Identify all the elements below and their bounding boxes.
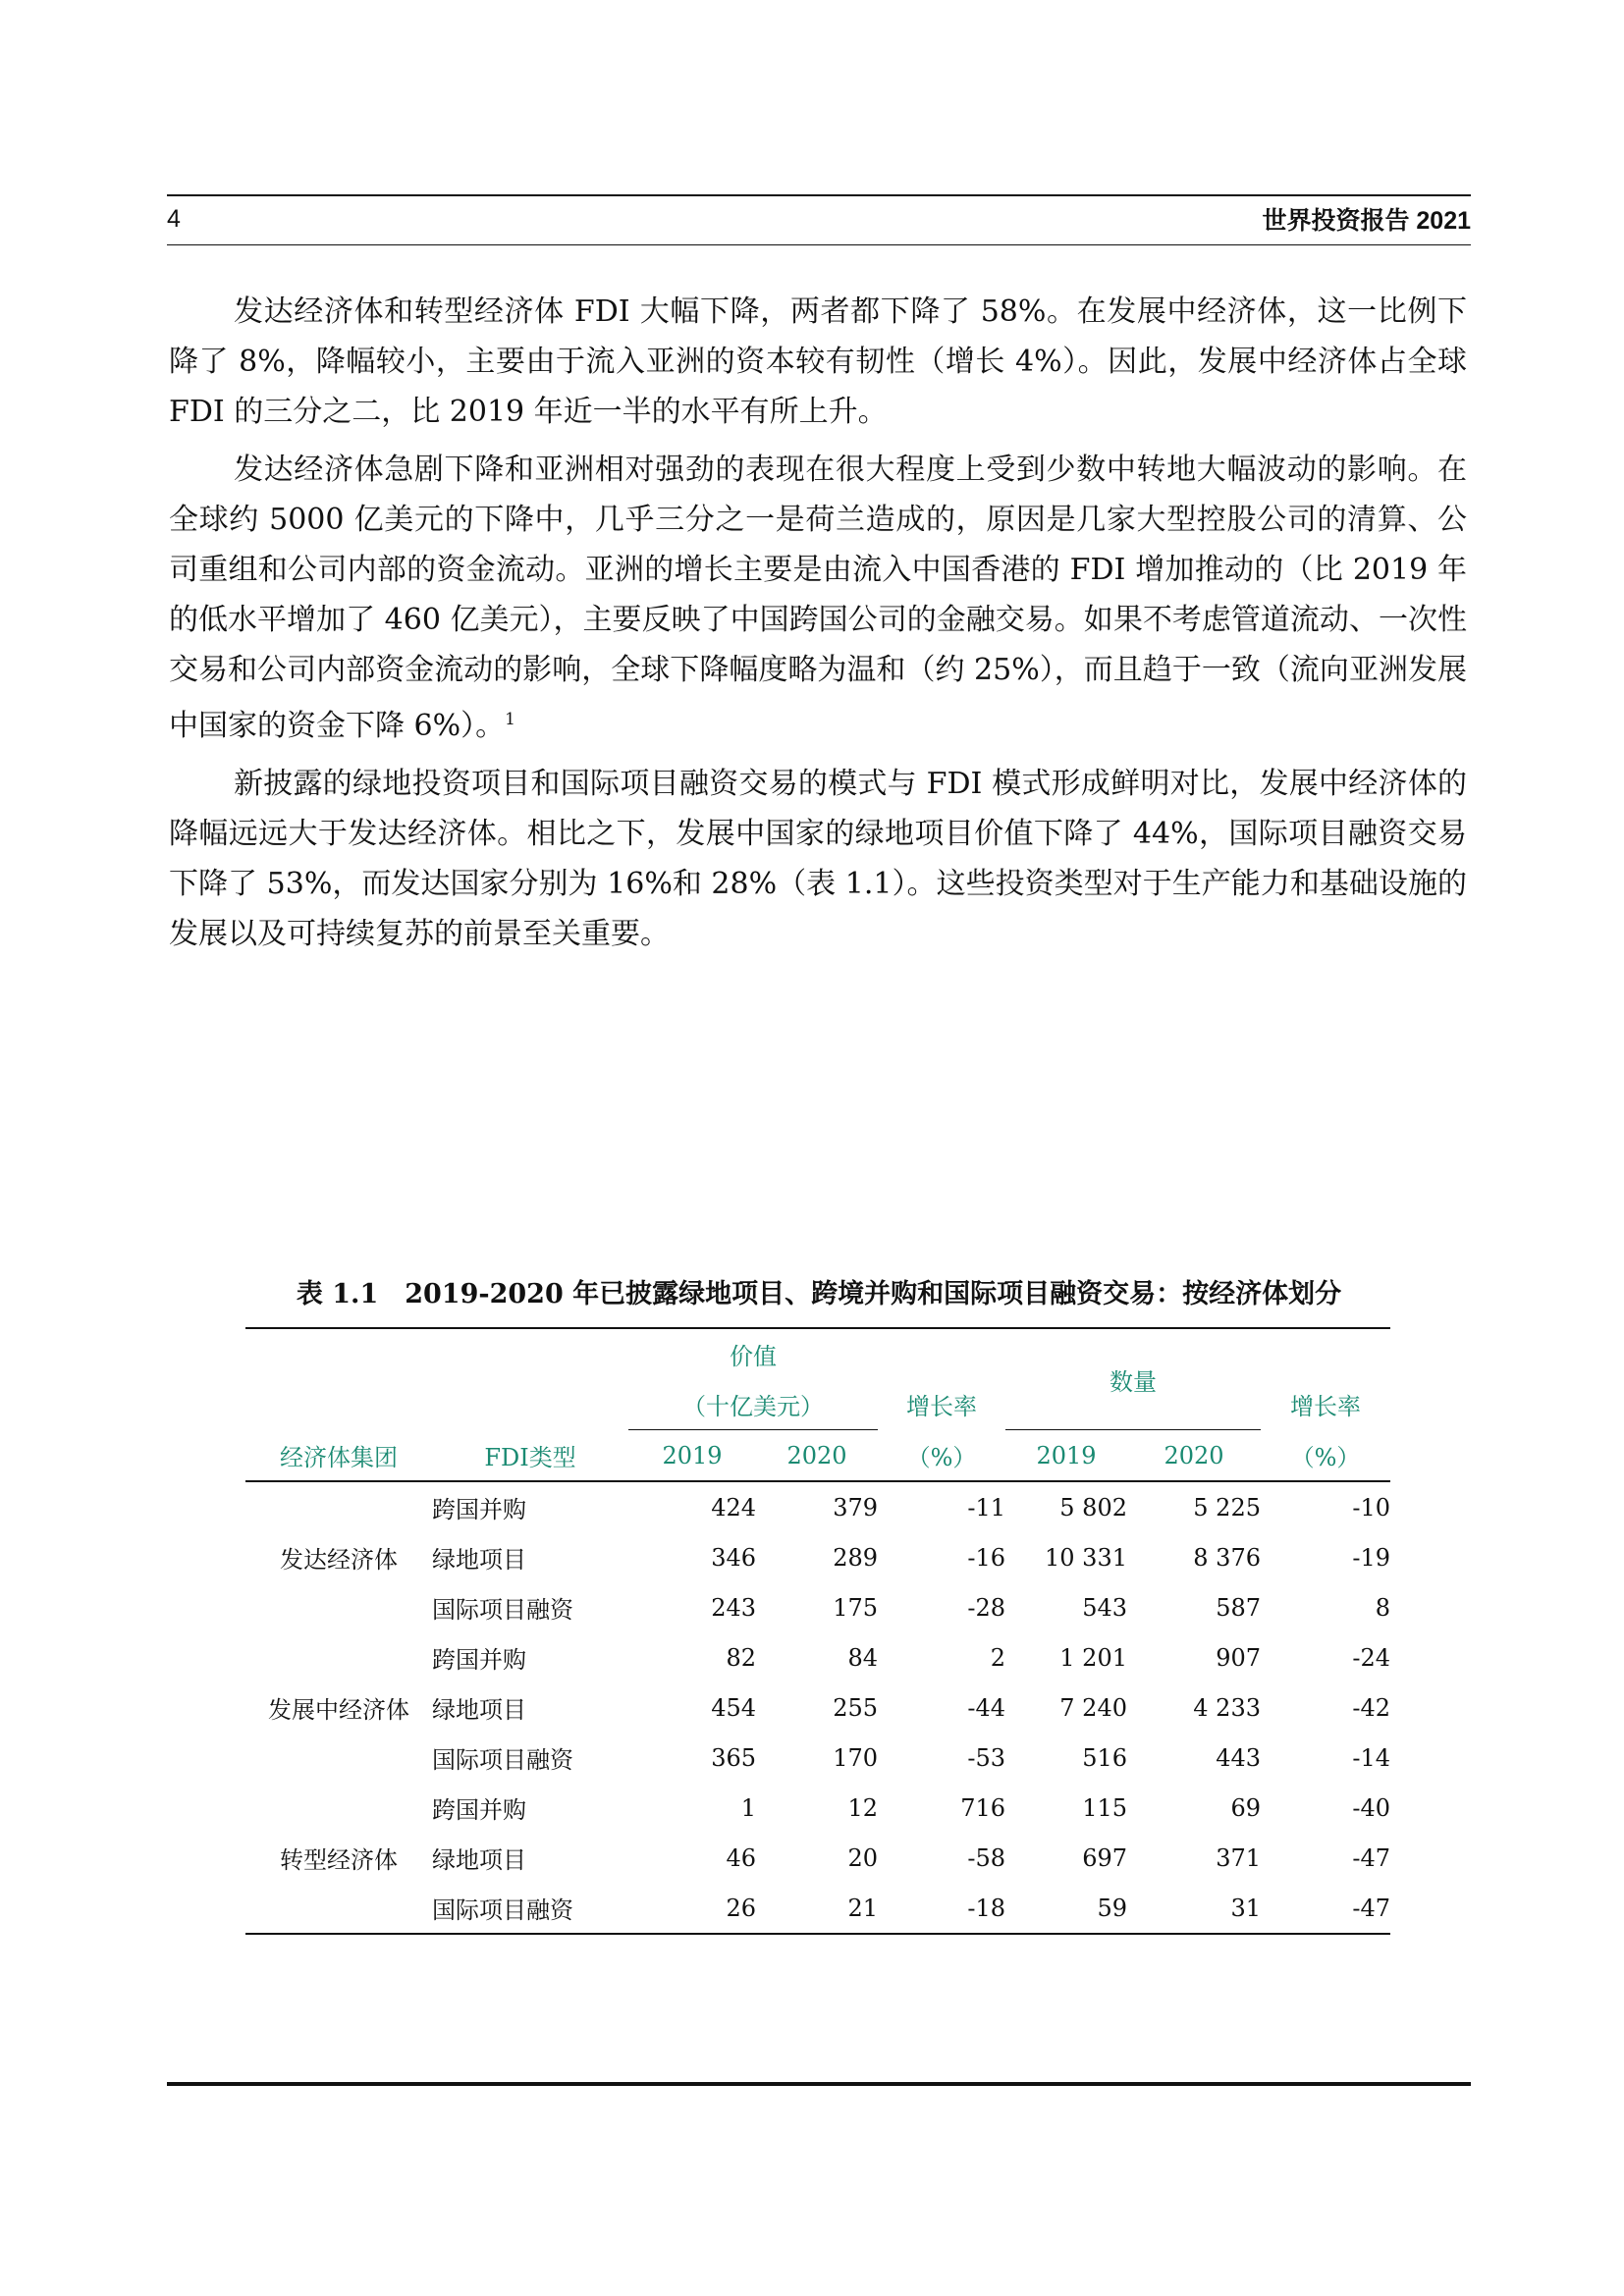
fdi-type-cell: 绿地项目 (432, 1546, 526, 1574)
count-2019-cell: 5 802 (1059, 1493, 1127, 1522)
table-row (245, 1481, 1390, 1532)
value-growth-cell: -44 (967, 1693, 1005, 1722)
table-caption: 表 1.1 2019-2020 年已披露绿地项目、跨境并购和国际项目融资交易：按经济体划分 (296, 1279, 1342, 1309)
count-growth-unit: （%） (1261, 1430, 1390, 1482)
count-2019-cell: 516 (1082, 1743, 1127, 1772)
value-2019-cell: 26 (628, 1883, 756, 1934)
count-2020-cell: 69 (1230, 1793, 1261, 1822)
count-growth-cell: 8 (1375, 1593, 1390, 1622)
value-growth-header: 增长率 (906, 1393, 977, 1421)
value-2019-cell: 424 (711, 1493, 756, 1522)
value-growth-cell: -16 (967, 1543, 1005, 1572)
count-2019-cell: 59 (1005, 1883, 1127, 1934)
count-2019-cell: 543 (1082, 1593, 1127, 1622)
paragraph: 新披露的绿地投资项目和国际项目融资交易的模式与 FDI 模式形成鲜明对比，发展中经济体的降幅远远大于发达经济体。相比之下，发展中国家的绿地项目价值下降了 44%，国际项目融资交易下降了 53%，而发达国家分别为 16%和 28%（表 1.1）。这些投资类型对于生产能力和基础设施的发展以及可持续复苏的前景至关重要。 (169, 767, 1467, 951)
group-name-cell: 转型经济体 (280, 1846, 398, 1874)
group-name-cell: 发达经济体 (280, 1546, 398, 1574)
page-number: 4 (167, 204, 181, 233)
value-unit-header: （十亿美元） (628, 1379, 878, 1430)
value-2019-cell: 454 (711, 1693, 756, 1722)
value-growth-cell: 716 (960, 1793, 1005, 1822)
table-row (245, 1582, 1390, 1632)
value-growth-cell: -53 (967, 1743, 1005, 1772)
count-2019-cell: 1 201 (1059, 1643, 1127, 1672)
value-growth-unit: （%） (878, 1430, 1005, 1482)
value-growth-cell: -11 (967, 1493, 1005, 1522)
value-2020-cell: 84 (847, 1643, 878, 1672)
value-2020-cell: 21 (756, 1883, 878, 1934)
table-row (245, 1783, 1390, 1833)
value-2020-cell: 20 (847, 1843, 878, 1872)
count-growth-cell: -14 (1352, 1743, 1390, 1772)
fdi-type-cell: 跨国并购 (432, 1796, 526, 1824)
page-header (167, 196, 1471, 241)
report-title: 世界投资报告 2021 (1262, 207, 1471, 235)
value-2019-cell: 365 (711, 1743, 756, 1772)
value-2019-cell: 346 (711, 1543, 756, 1572)
count-2019-cell: 7 240 (1059, 1693, 1127, 1722)
count-2020-cell: 8 376 (1193, 1543, 1261, 1572)
group-name-cell (245, 1733, 432, 1783)
value-2020-cell: 289 (833, 1543, 878, 1572)
value-growth-cell: -58 (967, 1843, 1005, 1872)
table-row (245, 1883, 1390, 1934)
group-name-cell (245, 1632, 432, 1682)
group-name-cell (245, 1783, 432, 1833)
paragraph (169, 445, 1467, 751)
value-2020-header: 2020 (756, 1430, 878, 1482)
count-2019-cell: 115 (1082, 1793, 1127, 1822)
group-name-cell (245, 1582, 432, 1632)
count-growth-header: 增长率 (1290, 1393, 1361, 1421)
count-growth-cell: -19 (1352, 1543, 1390, 1572)
count-2020-cell: 4 233 (1193, 1693, 1261, 1722)
table-row (245, 1682, 1390, 1733)
table-body (245, 1481, 1390, 1934)
fdi-type-cell: 跨国并购 (432, 1496, 526, 1523)
value-2020-cell: 12 (847, 1793, 878, 1822)
table-row (245, 1532, 1390, 1582)
value-header: 价值 (628, 1328, 878, 1379)
fdi-type-header: FDI类型 (432, 1430, 628, 1482)
count-2020-header: 2020 (1127, 1430, 1261, 1482)
fdi-type-cell: 绿地项目 (432, 1696, 526, 1724)
count-2020-cell: 31 (1127, 1883, 1261, 1934)
header-rule (167, 244, 1471, 245)
count-growth-cell: -47 (1352, 1843, 1390, 1872)
count-growth-cell: -24 (1352, 1643, 1390, 1672)
count-growth-cell: -42 (1352, 1693, 1390, 1722)
value-2020-cell: 255 (833, 1693, 878, 1722)
count-header: 数量 (1005, 1328, 1261, 1430)
count-2019-cell: 697 (1082, 1843, 1127, 1872)
value-2020-cell: 170 (833, 1743, 878, 1772)
value-2020-cell: 379 (833, 1493, 878, 1522)
value-2019-cell: 46 (726, 1843, 756, 1872)
count-2020-cell: 5 225 (1193, 1493, 1261, 1522)
group-name-cell: 发展中经济体 (268, 1696, 409, 1724)
table-row (245, 1833, 1390, 1883)
count-2019-header: 2019 (1005, 1430, 1127, 1482)
fdi-type-cell: 绿地项目 (432, 1846, 526, 1874)
group-header: 经济体集团 (245, 1430, 432, 1482)
value-growth-cell: -28 (967, 1593, 1005, 1622)
value-growth-cell: 2 (990, 1643, 1005, 1672)
count-2020-cell: 587 (1216, 1593, 1261, 1622)
value-2019-cell: 1 (740, 1793, 756, 1822)
footer-rule (167, 2082, 1471, 2086)
value-2019-cell: 243 (711, 1593, 756, 1622)
value-2019-header: 2019 (628, 1430, 756, 1482)
count-growth-cell: -40 (1352, 1793, 1390, 1822)
fdi-type-cell: 国际项目融资 (432, 1883, 628, 1934)
body-text (169, 287, 1467, 967)
paragraph: 发达经济体和转型经济体 FDI 大幅下降，两者都下降了 58%。在发展中经济体，这一比例下降了 8%，降幅较小，主要由于流入亚洲的资本较有韧性（增长 4%）。因此，发展中经济体占全球 FDI 的三分之二，比 2019 年近一半的水平有所上升。 (169, 294, 1467, 429)
count-2020-cell: 907 (1216, 1643, 1261, 1672)
count-growth-cell: -10 (1352, 1493, 1390, 1522)
count-2020-cell: 443 (1216, 1743, 1261, 1772)
count-2020-cell: 371 (1216, 1843, 1261, 1872)
fdi-type-cell: 国际项目融资 (432, 1746, 573, 1774)
value-growth-cell: -18 (878, 1883, 1005, 1934)
value-2019-cell: 82 (726, 1643, 756, 1672)
group-name-cell (245, 1883, 432, 1934)
count-2019-cell: 10 331 (1045, 1543, 1127, 1572)
fdi-type-cell: 跨国并购 (432, 1646, 526, 1674)
fdi-type-cell: 国际项目融资 (432, 1596, 573, 1624)
fdi-table (245, 1327, 1390, 1935)
value-2020-cell: 175 (833, 1593, 878, 1622)
count-growth-cell: -47 (1261, 1883, 1390, 1934)
table-row (245, 1632, 1390, 1682)
footnote-marker[interactable]: 1 (505, 710, 515, 729)
table-row (245, 1733, 1390, 1783)
paragraph-text: 发达经济体急剧下降和亚洲相对强劲的表现在很大程度上受到少数中转地大幅波动的影响。在全球约 5000 亿美元的下降中，几乎三分之一是荷兰造成的，原因是几家大型控股公司的清算、公司重组和公司内部的资金流动。亚洲的增长主要是由流入中国香港的 FDI 增加推动的（比 2019 年的低水平增加了 460 亿美元），主要反映了中国跨国公司的金融交易。如果不考虑管道流动、一次性交易和公司内部资金流动的影响，全球下降幅度略为温和（约 25%），而且趋于一致（流向亚洲发展中国家的资金下降 6%）。 (169, 453, 1467, 743)
group-name-cell (245, 1481, 432, 1532)
